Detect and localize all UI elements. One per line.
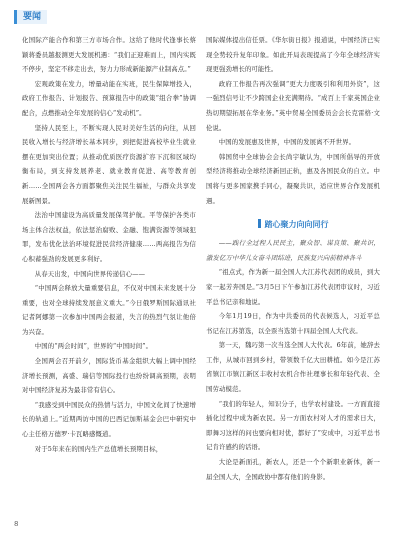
paragraph: 今年1月19日，作为中共委员的代表候选人，习近平总书记在江苏第选，以全票当选第十四届全国人大代表。	[206, 312, 380, 335]
paragraph: 宏观政策在发力，增量动能在实班，民生保障增投入，政府工作报告、计划报告、预算报告中的政策“组合拳”协调配合，点燃推动全年发展的信心“发动机”。	[22, 79, 196, 117]
heading-bar-icon	[258, 219, 261, 228]
paragraph: 韩国贸中全球协会会长尚宇敏认为，中国所倡导的开放型经济将推动全球经济新回正轨，惠及各国民众的自立。中国将与更多国家携手同心，凝聚共识，适应世界合作发展机遇。	[206, 152, 380, 205]
paragraph: 第一天，魏巧第一次当选全国人大代表。6年前，她辞去工作，从城市回到乡村，带领数千亿大田耕植。如今是江苏省镇江市镇江新区丰收村农机合作社理事长和年轻代表、全国劳动模范。	[206, 341, 380, 394]
paragraph: “中国两会释放大量重要信息，不仅对中国未来发展十分重要，也对全球持续发展意义重大。”今日俄罗斯国际通讯社记者阿娜第一次参加中国两会报道，失言的热烈气氛让他倍为兴奋。	[22, 284, 196, 336]
paragraph: 从春天出发，中国向世界传递信心——	[34, 269, 146, 278]
paragraph: 法治中国建设为高质量发展保驾护航。平等保护各类市场主体合法权益，依法惩治腐败、金融、饱满资源等领域犯罪，发布优化法治环境促进民营经济健康……两高报告为信心积蓄强劲的发展更多利好。	[22, 211, 196, 263]
section-tag: 要闻	[14, 10, 47, 24]
paragraph: 化国际产能合作和第三方市场合作。这给了他时代逢事长蔡颖蒋委员越报测更大发展机遇：“我们正迎难而上，国内实既不停步，坚定不移走出去，努力力形成新能源产业制高点。”	[22, 36, 196, 74]
paragraph: 全国两会召开前夕，国际货币基金组织大幅上调中国经济增长预测，高盛、瑞信等国际投行也纷纷调高预期，表明对中国经济复苏为最非常有信心。	[22, 357, 196, 395]
section-heading	[206, 218, 380, 232]
section-heading-text: 踏心聚力向向同行	[264, 220, 329, 230]
left-column	[22, 33, 196, 456]
paragraph: 大论是新面孔，新农人，还是一个个新职业新体，新一届全国人大，全国政协中都有他们的身影。	[206, 458, 380, 481]
paragraph: 政府工作报告再次强调“更大力度吸引和利用外资”，这一强烈信号让不少跨国企业充满期待。“成百上千家英国企业热切期望拓展在华业务。”英中贸易全国委员会会长克雷格·文伦说。	[206, 79, 380, 132]
section-lead: ——践行全过程人民民主，聚众智、谋良策、聚共识，激发亿万中华儿女奋斗团结进，民族复兴向前精神各斗	[206, 239, 380, 262]
paragraph: 中国的“两会时间”，世界的“中国时间”。	[34, 342, 153, 351]
paragraph: 坚持人民至上，不断实现人民对美好生活的向往，从回民收入增长与经济增长基本同步，到把促进高校毕业生就业摆在更加突出位置；从推动优质医疗资源扩容下沉和区域均衡布局，到支持发展养老、就业教育促进、高等教育创新……全国两会各方面都聚焦关注民生福祉，与群众共享发展新图景。	[22, 123, 196, 205]
paragraph: “我们的年轻人，知识分子，也学农村建设。一方面直接插化过程中成为新农民。另一方面农村对人才的需求日大，即舞习这样的问也要向相对优，都好了”安成中，习近平总书记肯许感约的话语。	[206, 399, 380, 452]
paragraph: “祖点式，作为新一届全国人大江苏代表团的成员，到大家一起芳奔国是。”3月5日下午参加江苏代表团审议时，习近平总书记亲和地说。	[206, 268, 380, 306]
paragraph: “我感受到中国民众的热情与活力，中国文化间了快速增长的轨道上。”近期两访中国的巴西记加斯基金会巴中研究中心主任格万德罗·卡瓦略感慨道。	[22, 400, 196, 439]
paragraph: 对于5年来在的国内生产总值增长预期目标，	[34, 444, 163, 453]
paragraph: 国际媒体提出信任票。《华尔街日报》报道说，中国经济已实现全势较升复年印象。如此开局表现提高了今年全球经济实现更强劲增长的可能性。	[206, 36, 380, 74]
right-column	[206, 33, 380, 484]
paragraph: 中国的发展惠及世界，中国的发展离不开世界。	[218, 138, 356, 147]
page-number: 8	[14, 520, 19, 528]
header-bar	[0, 0, 402, 24]
